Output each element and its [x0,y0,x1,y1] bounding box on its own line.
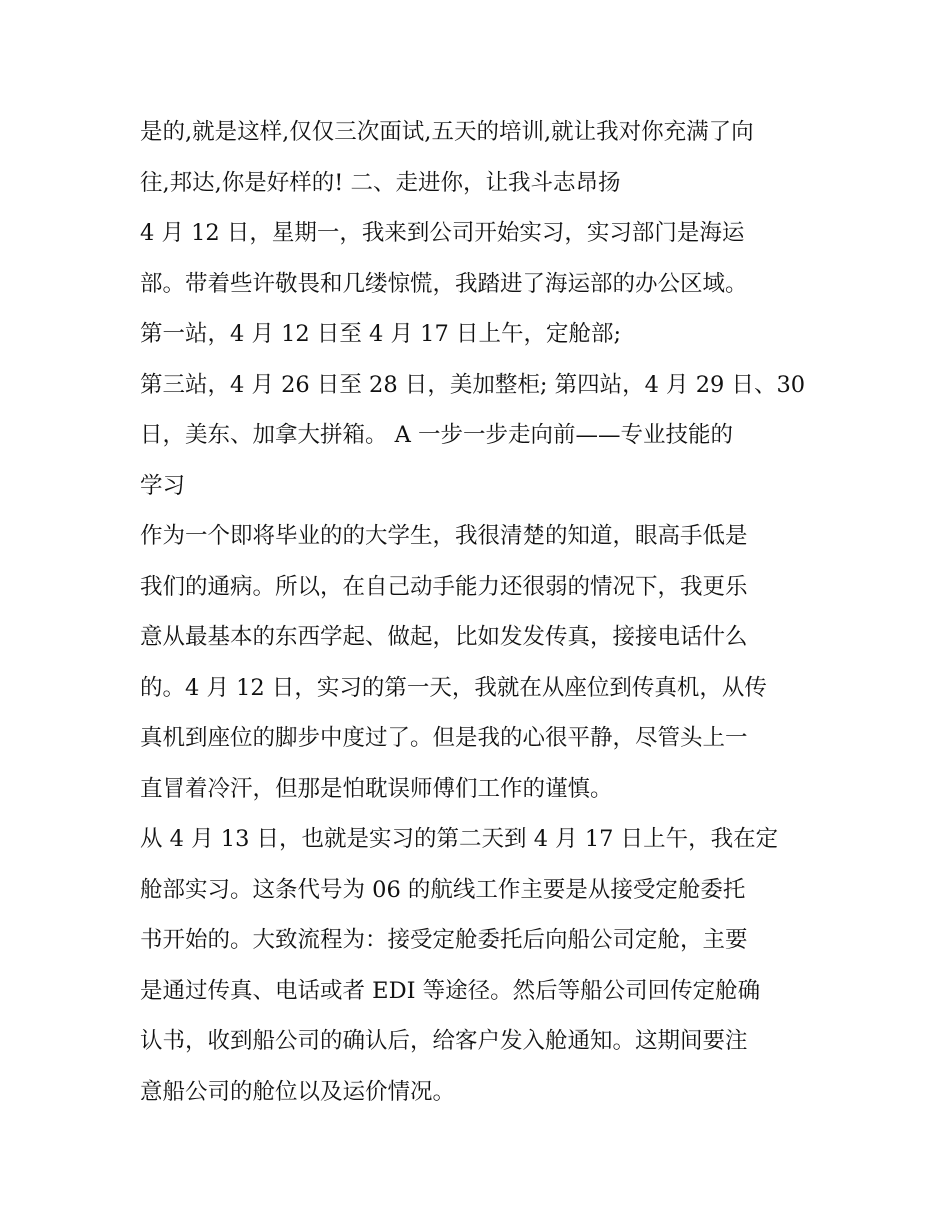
text-line: 4 月 12 日，星期一，我来到公司开始实习，实习部门是海运 [140,220,745,246]
text-line: 意从最基本的东西学起、做起，比如发发传真，接接电话什么 [140,624,748,650]
text-line: 作为一个即将毕业的的大学生，我很清楚的知道，眼高手低是 [140,523,748,549]
text-line: 学习 [140,472,186,499]
text-line: 是的,就是这样,仅仅三次面试,五天的培训,就让我对你充满了向 [140,119,754,145]
text-line: 认书，收到船公司的确认后，给客户发入舱通知。这期间要注 [140,1028,748,1054]
text-line: 的。4 月 12 日，实习的第一天，我就在从座位到传真机，从传 [140,674,767,701]
text-line: 我们的通病。所以，在自己动手能力还很弱的情况下，我更乐 [140,573,748,600]
text-line: 往,邦达,你是好样的! 二、走进你，让我斗志昂扬 [140,169,621,196]
document-body [140,107,820,1117]
text-line: 部。带着些许敬畏和几缕惊慌，我踏进了海运部的办公区域。 [140,270,748,297]
text-line: 是通过传真、电话或者 EDI 等途径。然后等船公司回传定舱确 [140,977,761,1004]
text-line: 直冒着冷汗，但那是怕耽误师傅们工作的谨慎。 [140,775,613,802]
text-line: 舱部实习。这条代号为 06 的航线工作主要是从接受定舱委托 [140,876,746,903]
text-line: 意船公司的舱位以及运价情况。 [140,1078,456,1105]
text-line: 日，美东、加拿大拼箱。 A 一步一步走向前——专业技能的 [140,422,734,448]
text-line: 真机到座位的脚步中度过了。但是我的心很平静，尽管头上一 [140,725,748,751]
text-line: 从 4 月 13 日，也就是实习的第二天到 4 月 17 日上午，我在定 [140,826,779,852]
text-line: 第三站，4 月 26 日至 28 日，美加整柜; 第四站，4 月 29 日、30 [140,371,806,398]
text-line: 书开始的。大致流程为：接受定舱委托后向船公司定舱，主要 [140,927,748,953]
text-line: 第一站，4 月 12 日至 4 月 17 日上午，定舱部; [140,321,622,347]
